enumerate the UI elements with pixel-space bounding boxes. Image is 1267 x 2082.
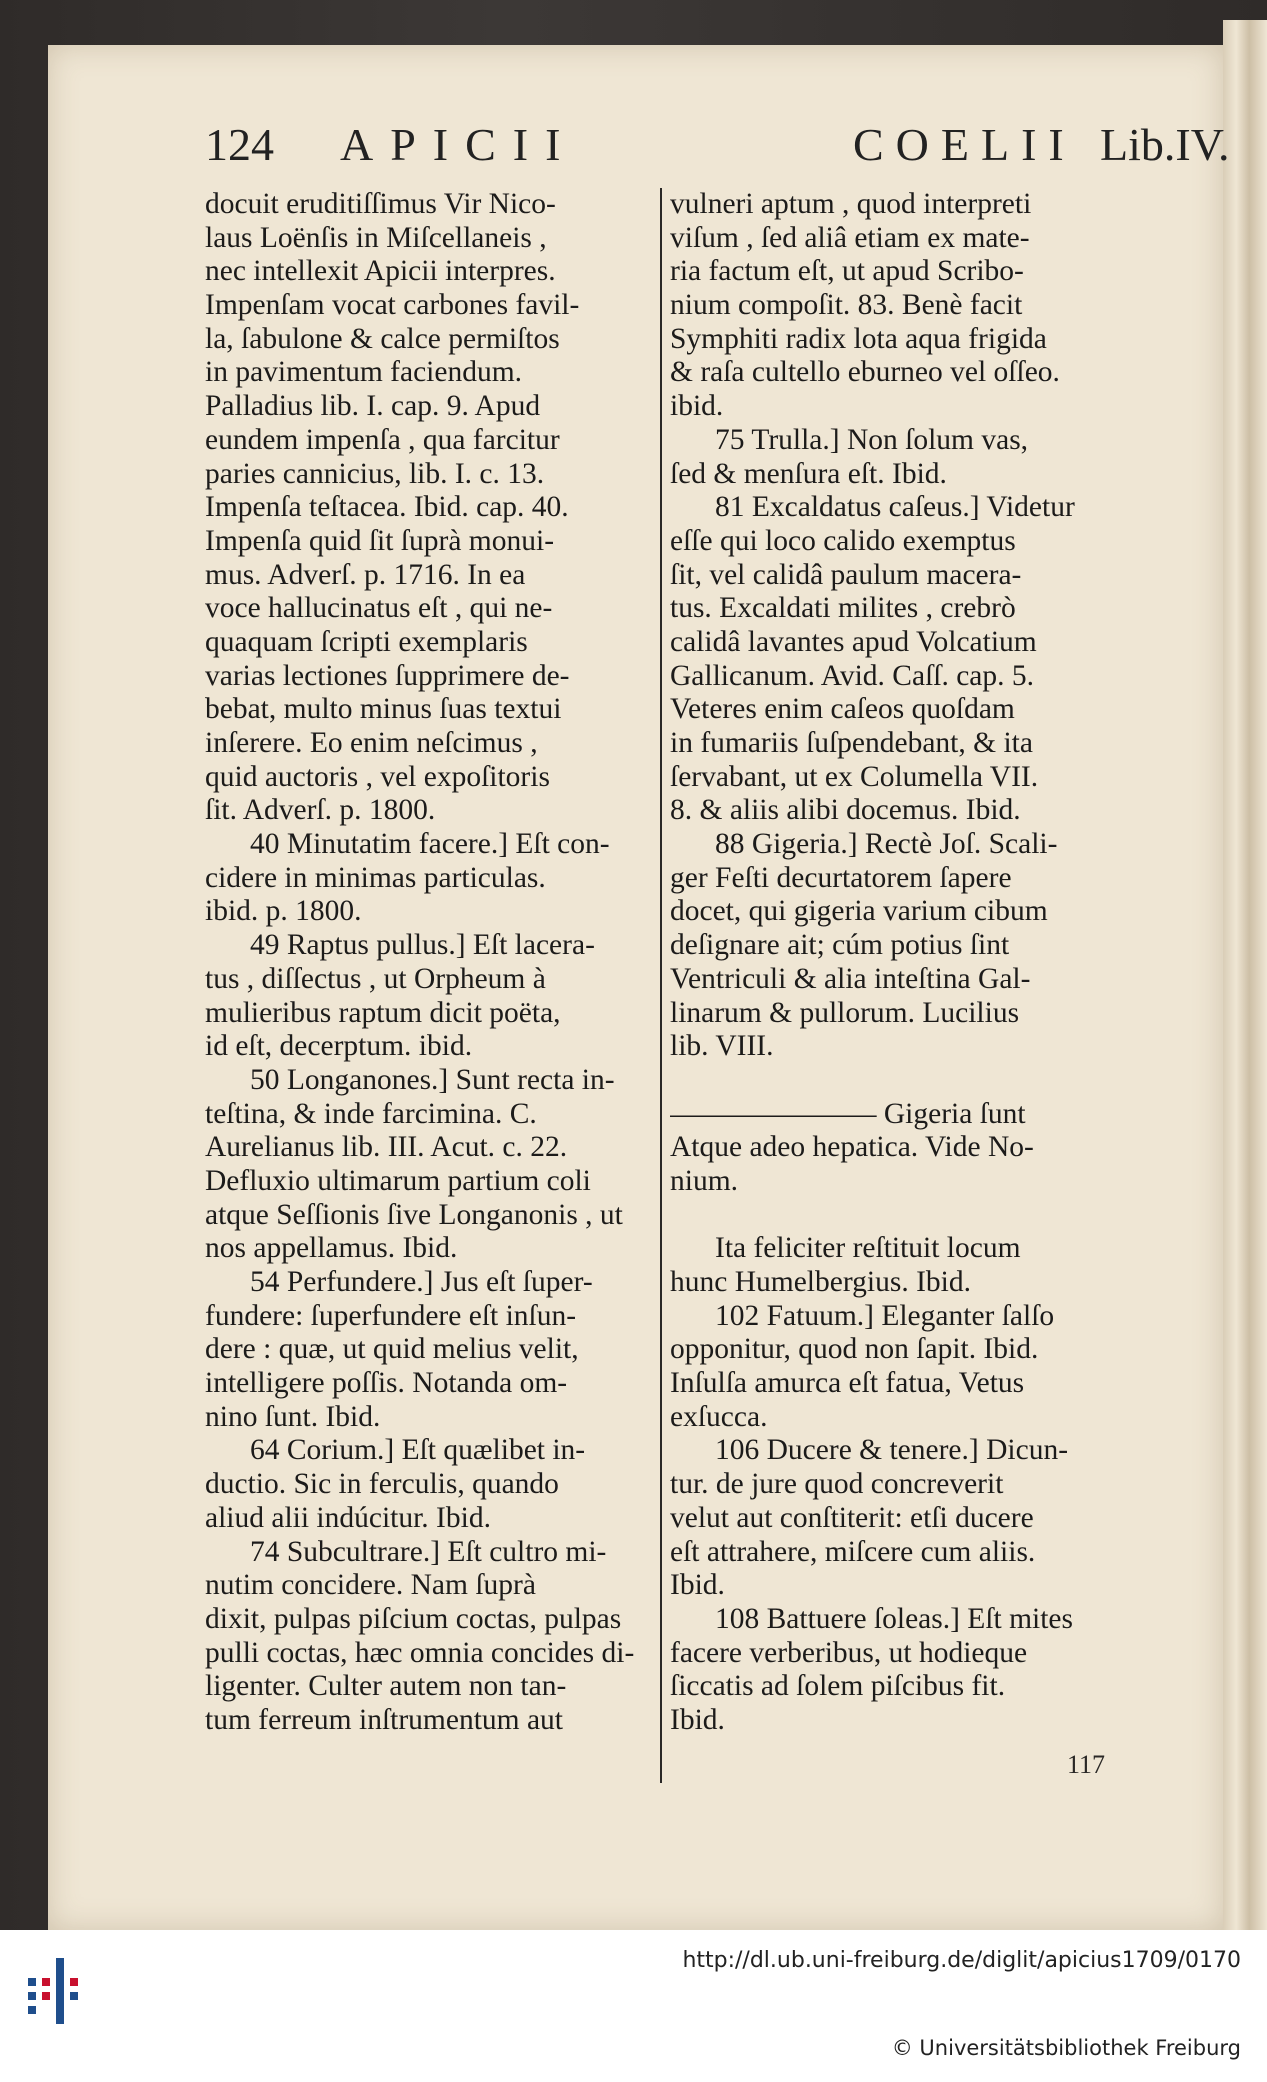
text-line: calidâ lavantes apud Volcatium [670, 625, 1037, 658]
text-line: docet, qui gigeria varium cibum [670, 895, 1048, 928]
text-line: nino ſunt. Ibid. [205, 1400, 381, 1433]
text-line: 64 Corium.] Eſt quælibet in- [250, 1434, 586, 1467]
text-line: viſum , ſed aliâ etiam ex mate- [670, 221, 1030, 254]
text-line: & raſa cultello eburneo vel oſſeo. [670, 356, 1060, 389]
text-line: 50 Longanones.] Sunt recta in- [250, 1063, 615, 1096]
text-line: Palladius lib. I. cap. 9. Apud [205, 390, 541, 423]
text-line: 74 Subcultrare.] Eſt cultro mi- [250, 1535, 607, 1568]
text-line: eundem impenſa , qua farcitur [205, 423, 560, 456]
text-line: ibid. [670, 390, 724, 423]
text-line: paries cannicius, lib. I. c. 13. [205, 457, 545, 490]
text-line: hunc Humelbergius. Ibid. [670, 1266, 971, 1298]
text-line: quaquam ſcripti exemplaris [205, 625, 528, 658]
text-line: Ibid. [670, 1569, 725, 1602]
text-line: 54 Perfundere.] Jus eſt ſuper- [250, 1266, 593, 1298]
text-line: Defluxio ultimarum partium coli [205, 1164, 591, 1197]
header-title-coelii: COELII [853, 119, 1076, 170]
left-text-column [205, 188, 650, 1738]
page-number: 124 [205, 119, 274, 170]
text-line: ibid. p. 1800. [205, 895, 362, 928]
text-line: Veteres enim caſeos quoſdam [670, 693, 1015, 726]
text-line: Ibid. [670, 1703, 725, 1736]
text-line: Inſulſa amurca eſt fatua, Vetus [670, 1367, 1025, 1400]
text-line: deſignare ait; cúm potius ſint [670, 929, 1010, 962]
text-line: 81 Excaldatus caſeus.] Videtur [715, 491, 1075, 524]
text-line: quid auctoris , vel expoſitoris [205, 760, 550, 793]
text-line: Impenſa quid ſit ſuprà monui- [205, 524, 555, 557]
text-line: nos appellamus. Ibid. [205, 1232, 458, 1265]
text-line: ſiccatis ad ſolem piſcibus fit. [670, 1670, 1006, 1703]
ub-freiburg-logo-icon [24, 1948, 84, 2028]
text-line: ſit. Adverſ. p. 1800. [205, 794, 436, 827]
text-line: eſt attrahere, miſcere cum aliis. [670, 1535, 1036, 1568]
text-line: id eſt, decerptum. ibid. [205, 1030, 473, 1063]
text-line: la, ſabulone & calce permiſtos [205, 322, 560, 355]
text-line: docuit eruditiſſimus Vir Nico- [205, 188, 556, 220]
header-title-apicii: APICII [340, 119, 578, 170]
text-line: intelligere poſſis. Notanda om- [205, 1367, 568, 1400]
text-line: linarum & pullorum. Lucilius [670, 996, 1020, 1029]
text-line: 40 Minutatim facere.] Eſt con- [250, 828, 610, 861]
text-line: varias lectiones ſupprimere de- [205, 659, 570, 692]
permalink-url[interactable]: http://dl.ub.uni-freiburg.de/diglit/apicius1709/0170 [682, 1948, 1241, 1973]
text-line: 106 Ducere & tenere.] Dicun- [715, 1434, 1069, 1467]
text-line: ria factum eſt, ut apud Scribo- [670, 255, 1024, 288]
text-line: Impenſam vocat carbones favil- [205, 289, 580, 322]
text-line: 88 Gigeria.] Rectè Joſ. Scali- [715, 828, 1058, 861]
text-line: laus Loënſis in Miſcellaneis , [205, 221, 547, 254]
text-line: nium compoſit. 83. Benè facit [670, 289, 1023, 322]
text-line: lib. VIII. [670, 1030, 774, 1063]
text-line: mus. Adverſ. p. 1716. In ea [205, 558, 526, 591]
copyright-notice: © Universitätsbibliothek Freiburg [891, 2036, 1241, 2060]
text-line [670, 1064, 1118, 1098]
text-line: bebat, multo minus ſuas textui [205, 693, 562, 726]
text-line: voce hallucinatus eſt , qui ne- [205, 592, 553, 625]
text-line: Aurelianus lib. III. Acut. c. 22. [205, 1131, 568, 1164]
text-line: eſſe qui loco calido exemptus [670, 524, 1016, 557]
text-line: tum ferreum inſtrumentum aut [205, 1703, 564, 1736]
text-line: tus. Excaldati milites , crebrò [670, 592, 1016, 625]
text-line: Ventriculi & alia inteſtina Gal- [670, 962, 1031, 995]
text-line: 8. & aliis alibi docemus. Ibid. [670, 794, 1021, 827]
text-line: teſtina, & inde farcimina. C. [205, 1097, 537, 1130]
text-line: ductio. Sic in ferculis, quando [205, 1468, 559, 1501]
catchword: 117 [1067, 1750, 1106, 1779]
column-divider [660, 188, 662, 1783]
text-line: 108 Battuere ſoleas.] Eſt mites [715, 1602, 1074, 1635]
text-line: inſerere. Eo enim neſcimus , [205, 727, 538, 759]
text-line: nium. [670, 1164, 739, 1197]
text-line [670, 1199, 1118, 1233]
text-line: Symphiti radix lota aqua frigida [670, 322, 1047, 355]
text-line: dixit, pulpas piſcium coctas, pulpas [205, 1602, 622, 1635]
text-line: Ita feliciter reſtituit locum [715, 1232, 1021, 1265]
text-line: in fumariis ſuſpendebant, & ita [670, 727, 1033, 759]
right-text-column [670, 188, 1118, 1738]
text-line: fundere: ſuperfundere eſt inſun- [205, 1299, 577, 1332]
text-line: dere : quæ, ut quid melius velit, [205, 1333, 579, 1366]
facing-page-edge [1223, 20, 1267, 1930]
header-book-label: Lib.IV. [1100, 119, 1230, 170]
text-line: facere verberibus, ut hodieque [670, 1636, 1028, 1669]
text-line: in pavimentum faciendum. [205, 356, 523, 389]
text-line: Impenſa teſtacea. Ibid. cap. 40. [205, 491, 569, 524]
text-line: nutim concidere. Nam ſuprà [205, 1569, 536, 1602]
text-line: ſervabant, ut ex Columella VII. [670, 760, 1039, 793]
text-line: pulli coctas, hæc omnia concides di- [205, 1636, 635, 1669]
viewer-footer [0, 1930, 1267, 2082]
text-line: ger Feſti decurtatorem ſapere [670, 861, 1012, 894]
text-line: aliud alii indúcitur. Ibid. [205, 1501, 491, 1534]
text-line: ſed & menſura eſt. Ibid. [670, 457, 947, 490]
text-line: ——————— Gigeria ſunt [670, 1097, 1026, 1130]
text-line: ligenter. Culter autem non tan- [205, 1670, 567, 1703]
text-line: Gallicanum. Avid. Caſſ. cap. 5. [670, 659, 1035, 692]
text-line: vulneri aptum , quod interpreti [670, 188, 1032, 220]
text-line: tur. de jure quod concreverit [670, 1468, 1004, 1501]
text-line: 75 Trulla.] Non ſolum vas, [715, 423, 1029, 456]
text-line: velut aut conſtiterit: etſi ducere [670, 1501, 1034, 1534]
text-line: tus , diſſectus , ut Orpheum à [205, 962, 546, 995]
text-line: mulieribus raptum dicit poëta, [205, 996, 561, 1029]
text-line: exſucca. [670, 1400, 768, 1433]
text-line: 102 Fatuum.] Eleganter ſalſo [715, 1299, 1055, 1332]
text-line: ſit, vel calidâ paulum macera- [670, 558, 1022, 591]
text-line: Atque adeo hepatica. Vide No- [670, 1131, 1034, 1164]
text-line: 49 Raptus pullus.] Eſt lacera- [250, 929, 595, 962]
text-line: opponitur, quod non ſapit. Ibid. [670, 1333, 1039, 1366]
text-line: cidere in minimas particulas. [205, 861, 546, 894]
text-line: nec intellexit Apicii interpres. [205, 255, 556, 288]
running-header [205, 118, 1230, 178]
text-line: atque Seſſionis ſive Longanonis , ut [205, 1198, 623, 1231]
